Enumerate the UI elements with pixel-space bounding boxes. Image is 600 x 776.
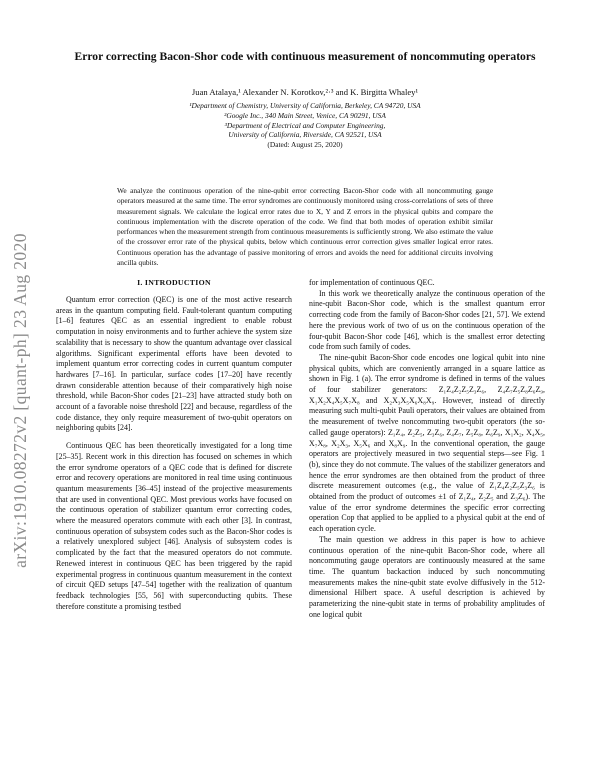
body-paragraph-continued: for implementation of continuous QEC. <box>309 278 435 287</box>
abstract: We analyze the continuous operation of the nine-qubit error correcting Bacon-Shor code with all noncommuting gauge operators measured at the same time. The error syndromes are continuously monitored using cross-correlations of sets of three measurement signals. We calculate the logical error rates due to X, Y and Z errors in the physical qubits and compare the continuous implementation with the discrete operation of the code. We find that both modes of operation exhibit similar performances when the measurement strength from continuous measurements is sufficiently strong. We also estimate the value of the crossover error rate of the physical qubits, below which continuous error correction gives smaller logical error rates. Continuous operation has the advantage of passive monitoring of errors and avoids the need for additional circuits involving ancilla qubits. <box>117 186 493 268</box>
body-paragraph: The main question we address in this paper is how to achieve continuous operation of the nine-qubit Bacon-Shor code, where all noncommuting gauge operators are continuously measured at the same time. The quantum backaction induced by such noncommuting measurements makes the nine-qubit state evolve diffusively in the 512-dimensional Hilbert space. A useful description is achieved by parameterizing the nine-qubit state in terms of probability amplitudes of one logical qubit <box>309 534 545 619</box>
date-line: (Dated: August 25, 2020) <box>267 140 343 150</box>
right-column <box>309 278 545 621</box>
section-heading-introduction: I. INTRODUCTION <box>137 278 211 287</box>
left-column <box>56 278 292 612</box>
affiliation-2: ²Google Inc., 340 Main Street, Venice, CA 90291, USA <box>224 110 386 120</box>
affiliation-3: ³Department of Electrical and Computer Engineering, <box>224 120 386 130</box>
arxiv-sidebar-stamp <box>0 190 40 610</box>
affiliation-3-cont: University of California, Riverside, CA 92521, USA <box>228 130 382 140</box>
affiliation-1: ¹Department of Chemistry, University of California, Berkeley, CA 94720, USA <box>189 101 421 110</box>
arxiv-identifier: arXiv:1910.08272v2 [quant-ph] 23 Aug 2020 <box>9 232 30 568</box>
body-paragraph: In this work we theoretically analyze the continuous operation of the nine-qubit Bacon-Shor code, which is the smallest quantum error correcting code from the family of Bacon-Shor codes [21, 57]. We extend here the previous work of two of us on the continuous operation of the four-qubit Bacon-Shor code [46], which is the smallest error detecting code from such family of codes. <box>309 288 545 352</box>
body-paragraph: Continuous QEC has been theoretically investigated for a long time [25–35]. Recent work in this direction has focused on schemes in which the error syndrome operators of a QEC code that is defined for discrete error and recovery operations are monitored in real time using continuous quantum measurements [36–45] instead of the projective measurements that are used in conventional QEC. Most previous works have focused on the continuous operation of stabilizer quantum error correcting codes, where the measured operators commute with each other [3]. In contrast, continuous operation of subsystem codes such as the Bacon-Shor codes is a relatively unexplored subject [46]. Analysis of subsystem codes is complicated by the fact that the measured operators do not commute. Renewed interest in continuous QEC has been triggered by the rapid experimental progress in continuous quantum measurement in the context of circuit QED setups [47–54] together with the realization of quantum feedback technologies [55, 56] with superconducting qubits. These therefore constitute a promising testbed <box>56 441 292 611</box>
body-paragraph: The nine-qubit Bacon-Shor code encodes one logical qubit into nine physical qubits, which are conveniently arranged in a square lattice as shown in Fig. 1 (a). The error syndrome is defined in terms of the values of four stabilizer generators: Z₁Z₄Z₂Z₅Z₃Z₆, Z₄Z₇Z₅Z₈Z₆Z₉, X₁X₂X₄X₅X₇X₈ and X₂X₃X₅X₆X₈X₉. However, instead of directly measuring such multi-qubit Pauli operators, their values are obtained from the measurement of twelve noncommuting two-qubit operators (the so-called gauge operators): Z₁Z₄, Z₂Z₅, Z₃Z₆, Z₄Z₇, Z₅Z₈, Z₆Z₉, X₁X₂, X₄X₅, X₇X₈, X₂X₃, X₅X₆ and X₈X₉. In the conventional operation, the gauge operators are projectively measured in two sequential steps—see Fig. 1 (b), since they do not commute. The values of the stabilizer generators and hence the error syndromes are then obtained from the product of three discrete measurement outcomes (e.g., the value of Z₁Z₄Z₂Z₅Z₃Z₆ is obtained from the product of outcomes ±1 of Z₁Z₄, Z₂Z₅ and Z₃Z₆). The value of the error syndrome determines the specific error correcting operation Cop that applied to be applied to a physical qubit at the end of each operation cycle. <box>309 352 545 534</box>
affiliations-block <box>70 101 540 150</box>
author-list: Juan Atalaya,¹ Alexander N. Korotkov,²·³ and K. Birgitta Whaley¹ <box>191 87 419 97</box>
body-paragraph: Quantum error correction (QEC) is one of the most active research areas in the quantum computing field. Fault-tolerant quantum computing [1–6] features QEC as an essential ingredient to enable robust computation in noisy environments and to further achieve the system size scalability that is necessary to show the quantum advantage over classical algorithms. Significant experimental efforts have been devoted to implement quantum error correcting codes in current quantum computer hardwares [7–16]. In particular, surface codes [17–20] have recently drawn considerable attention because of their comparatively high noise threshold, while Bacon-Shor codes [21–23] have attracted study both on account of a favorable noise threshold [22] and because, regardless of the code distance, they only require measurement of two-qubit operators on neighboring qubits [24]. <box>56 295 292 433</box>
paper-title: Error correcting Bacon-Shor code with continuous measurement of noncommuting operators <box>74 50 536 63</box>
